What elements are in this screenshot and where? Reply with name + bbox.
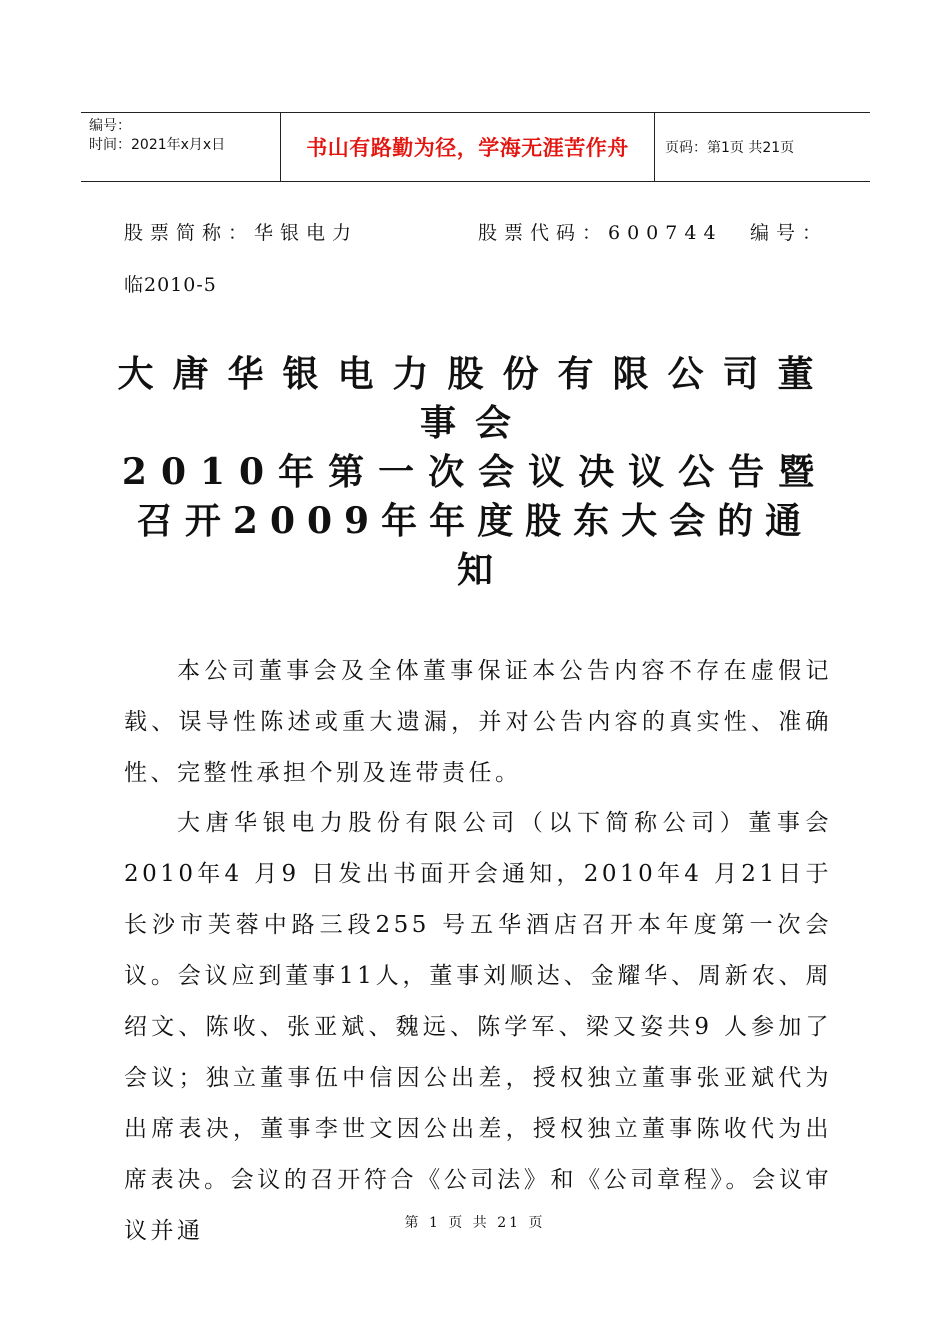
stock-info-line [124, 218, 829, 245]
stock-short-name: 股票简称：华银电力 [124, 222, 359, 244]
header-page-info: 页码：第1页 共21页 [665, 140, 795, 156]
announcement-number: 临2010-5 [124, 274, 217, 296]
body-paragraph-2: 大唐华银电力股份有限公司（以下简称公司）董事会2010年4 月9 日发出书面开会通知，2010年4 月21日于长沙市芙蓉中路三段255 号五华酒店召开本年度第一次会议。会议应到董事11人，董事刘顺达、金耀华、周新农、周绍文、陈收、张亚斌、魏远、陈学军、梁又姿共9 人参加了会议；独立董事伍中信因公出差，授权独立董事张亚斌代为出席表决，董事李世文因公出差，授权独立董事陈收代为出席表决。会议的召开符合《公司法》和《公司章程》。会议审议并通 [124, 810, 832, 1244]
title-line-3: 2010年第一次会议决议公告暨 [121, 451, 829, 493]
header-time-label: 时间：2021年x月x日 [89, 137, 226, 153]
header-page-cell [655, 113, 870, 181]
title-line-4: 召开2009年年度股东大会的通 [136, 500, 814, 542]
header-motto-cell [281, 113, 655, 181]
announcement-number-label: 编号： [750, 222, 829, 244]
title-line-1: 大唐华银电力股份有限公司董 [117, 353, 833, 395]
page-footer: 第 1 页 共 21 页 [404, 1215, 546, 1231]
header-motto: 书山有路勤为径，学海无涯苦作舟 [306, 136, 629, 160]
title-line-5: 知 [456, 549, 493, 591]
document-title [110, 350, 840, 595]
body-paragraph-1: 本公司董事会及全体董事保证本公告内容不存在虚假记载、误导性陈述或重大遗漏，并对公告内容的真实性、准确性、完整性承担个别及连带责任。 [124, 658, 832, 786]
header-meta [81, 113, 281, 181]
stock-code: 股票代码：600744 [478, 222, 723, 244]
header-number-label: 编号： [89, 118, 131, 134]
document-header [81, 112, 870, 182]
title-line-2: 事会 [419, 402, 530, 444]
